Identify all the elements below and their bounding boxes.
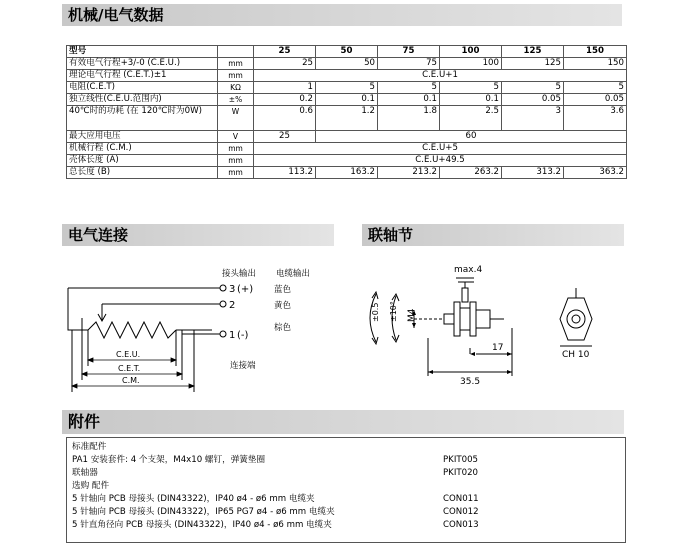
value-cell: C.E.U+49.5 <box>254 155 627 167</box>
row-label: 理论电气行程 (C.E.T.)±1 <box>67 70 218 82</box>
value-cell: 0.1 <box>316 94 378 106</box>
value-cell: 363.2 <box>564 167 627 179</box>
value-cell: 75 <box>378 58 440 70</box>
header-cell: 50 <box>316 46 378 58</box>
value-cell: 60 <box>316 131 627 143</box>
value-cell: 5 <box>440 82 502 94</box>
pin1-sign: (-) <box>237 330 249 341</box>
header-cell: 型号 <box>67 46 218 58</box>
header-cell: 25 <box>254 46 316 58</box>
standard-title: 标准配件 <box>72 442 107 452</box>
header-cell <box>218 46 254 58</box>
table-row <box>67 143 627 155</box>
accessory-coupling-code: PKIT020 <box>443 468 479 478</box>
table-row <box>67 94 627 106</box>
table-row <box>67 82 627 94</box>
value-cell: 25 <box>254 131 316 143</box>
value-cell: 1.8 <box>378 106 440 131</box>
table-row <box>67 58 627 70</box>
cet-label: C.E.T. <box>118 364 141 373</box>
max-label: max.4 <box>454 265 483 275</box>
value-cell: C.E.U+5 <box>254 143 627 155</box>
row-label: 独立线性(C.E.U.范围内) <box>67 94 218 106</box>
value-cell: 5 <box>502 82 564 94</box>
row-label: 40℃时的功耗 (在 120℃时为0W) <box>67 106 218 131</box>
dim355-label: 35.5 <box>460 377 481 387</box>
thread-label: M4 <box>407 308 417 322</box>
value-cell: 1.2 <box>316 106 378 131</box>
row-label: 有效电气行程+3/-0 (C.E.U.) <box>67 58 218 70</box>
pin3-color: 蓝色 <box>274 285 292 295</box>
value-cell: 2.5 <box>440 106 502 131</box>
row-unit: KΩ <box>218 82 254 94</box>
table-row <box>67 70 627 82</box>
table-row <box>67 155 627 167</box>
section-title: 电气连接 <box>68 226 129 244</box>
cm-label: C.M. <box>122 376 140 385</box>
table-row <box>67 106 627 131</box>
out-cable-label: 电缆输出 <box>276 269 311 279</box>
row-unit: mm <box>218 155 254 167</box>
table-row <box>67 131 627 143</box>
out-connector-label: 接头输出 <box>222 269 257 279</box>
row-label: 壳体长度 (A) <box>67 155 218 167</box>
accessory-con2: 5 针轴向 PCB 母接头 (DIN43322)，IP65 PG7 ø4 - ø6 mm 电缆夹 <box>72 507 335 517</box>
value-cell: 25 <box>254 58 316 70</box>
value-cell: 50 <box>316 58 378 70</box>
pin2-color: 黄色 <box>274 301 292 311</box>
angle1-label: ±0.5 <box>371 302 380 322</box>
pin2-terminal <box>220 301 226 307</box>
value-cell: 3 <box>502 106 564 131</box>
pin2-number: 2 <box>229 300 236 311</box>
value-cell: 1 <box>254 82 316 94</box>
accessory-con3: 5 针直角径向 PCB 母接头 (DIN43322)，IP40 ø4 - ø6 mm 电缆夹 <box>72 520 332 530</box>
accessory-con2-code: CON012 <box>443 507 479 517</box>
header-cell: 125 <box>502 46 564 58</box>
accessory-con1-code: CON011 <box>443 494 479 504</box>
accessory-coupling: 联轴器 <box>72 468 98 478</box>
row-label: 最大应用电压 <box>67 131 218 143</box>
ceu-label: C.E.U. <box>116 350 141 359</box>
header-cell: 150 <box>564 46 627 58</box>
table-row <box>67 167 627 179</box>
header-cell: 75 <box>378 46 440 58</box>
value-cell: 0.1 <box>440 94 502 106</box>
value-cell: 150 <box>564 58 627 70</box>
coupling-diagram <box>362 258 628 388</box>
accessories-box <box>66 437 626 543</box>
pin1-number: 1 <box>229 330 236 341</box>
value-cell: 0.1 <box>378 94 440 106</box>
spec-header-row <box>67 46 627 58</box>
value-cell: 0.05 <box>564 94 627 106</box>
section-title: 联轴节 <box>368 226 414 244</box>
value-cell: 163.2 <box>316 167 378 179</box>
value-cell: 5 <box>316 82 378 94</box>
value-cell: 3.6 <box>564 106 627 131</box>
pin3-sign: (+) <box>237 284 254 295</box>
angle2-label: ±10° <box>389 301 398 322</box>
value-cell: 0.2 <box>254 94 316 106</box>
value-cell: 313.2 <box>502 167 564 179</box>
accessory-pa1-code: PKIT005 <box>443 455 479 465</box>
value-cell: 213.2 <box>378 167 440 179</box>
header-cell: 100 <box>440 46 502 58</box>
section-header-mech-elec <box>62 4 622 26</box>
value-cell: 0.05 <box>502 94 564 106</box>
row-label: 机械行程 (C.M.) <box>67 143 218 155</box>
value-cell: 113.2 <box>254 167 316 179</box>
row-unit: ±% <box>218 94 254 106</box>
value-cell: 0.6 <box>254 106 316 131</box>
value-cell: 5 <box>378 82 440 94</box>
accessory-con1: 5 针轴向 PCB 母接头 (DIN43322)，IP40 ø4 - ø6 mm 电缆夹 <box>72 494 315 504</box>
section-title: 机械/电气数据 <box>68 6 164 24</box>
electrical-diagram <box>62 258 342 398</box>
optional-title: 选购 配件 <box>72 481 110 491</box>
value-cell: 263.2 <box>440 167 502 179</box>
dim17-label: 17 <box>492 343 504 353</box>
accessory-pa1: PA1 安装套件: 4 个支架，M4x10 螺钉，弹簧垫圈 <box>72 455 266 465</box>
spec-table <box>66 45 627 179</box>
terminal-label: 连接端 <box>230 361 256 371</box>
pin1-terminal <box>220 331 226 337</box>
row-unit: mm <box>218 70 254 82</box>
value-cell: C.E.U+1 <box>254 70 627 82</box>
row-label: 电阻(C.E.T) <box>67 82 218 94</box>
row-unit: mm <box>218 58 254 70</box>
pin3-number: 3 <box>229 284 236 295</box>
section-header-electrical <box>62 224 334 246</box>
value-cell: 125 <box>502 58 564 70</box>
pin1-color: 棕色 <box>274 323 292 333</box>
accessory-con3-code: CON013 <box>443 520 479 530</box>
value-cell: 5 <box>564 82 627 94</box>
section-title: 附件 <box>68 412 101 431</box>
pin3-terminal <box>220 285 226 291</box>
section-header-accessories <box>62 410 624 434</box>
row-unit: mm <box>218 167 254 179</box>
row-unit: mm <box>218 143 254 155</box>
section-header-coupling <box>362 224 624 246</box>
row-label: 总长度 (B) <box>67 167 218 179</box>
row-unit: V <box>218 131 254 143</box>
row-unit: W <box>218 106 254 131</box>
ch10-label: CH 10 <box>562 350 590 360</box>
value-cell: 100 <box>440 58 502 70</box>
